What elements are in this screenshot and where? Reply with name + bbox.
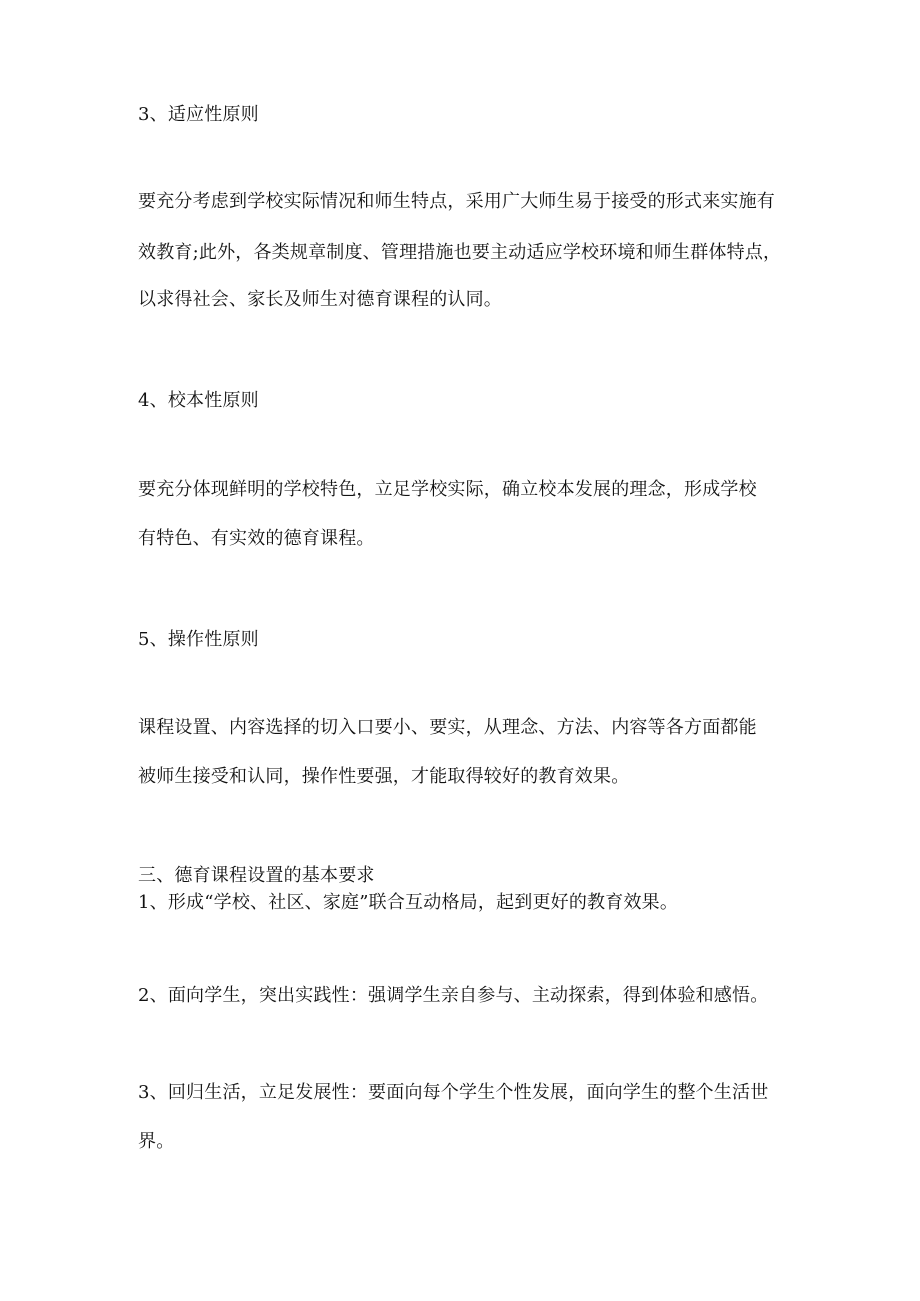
heading-basic-requirements: 三、德育课程设置的基本要求 — [138, 865, 375, 886]
paragraph-line: 要充分考虑到学校实际情况和师生特点，采用广大师生易于接受的形式来实施有 — [138, 191, 775, 212]
requirement-item-1: 1、形成“学校、社区、家庭”联合互动格局，起到更好的教育效果。 — [138, 892, 679, 913]
paragraph-line: 被师生接受和认同，操作性要强，才能取得较好的教育效果。 — [138, 766, 630, 787]
heading-adaptability-principle: 3、适应性原则 — [138, 104, 259, 125]
paragraph-line: 有特色、有实效的德育课程。 — [138, 528, 375, 549]
requirement-item-3: 3、回归生活，立足发展性：要面向每个学生个性发展，面向学生的整个生活世 — [138, 1082, 769, 1103]
heading-operability-principle: 5、操作性原则 — [138, 629, 259, 650]
requirement-item-3-continued: 界。 — [138, 1131, 175, 1152]
paragraph-line: 效教育;此外，各类规章制度、管理措施也要主动适应学校环境和师生群体特点， — [138, 242, 782, 263]
requirement-item-2: 2、面向学生，突出实践性：强调学生亲自参与、主动探索，得到体验和感悟。 — [138, 985, 769, 1006]
paragraph-line: 课程设置、内容选择的切入口要小、要实，从理念、方法、内容等各方面都能 — [138, 717, 757, 738]
paragraph-line: 以求得社会、家长及师生对德育课程的认同。 — [138, 289, 502, 310]
heading-school-based-principle: 4、校本性原则 — [138, 390, 259, 411]
paragraph-line: 要充分体现鲜明的学校特色，立足学校实际，确立校本发展的理念，形成学校 — [138, 479, 757, 500]
